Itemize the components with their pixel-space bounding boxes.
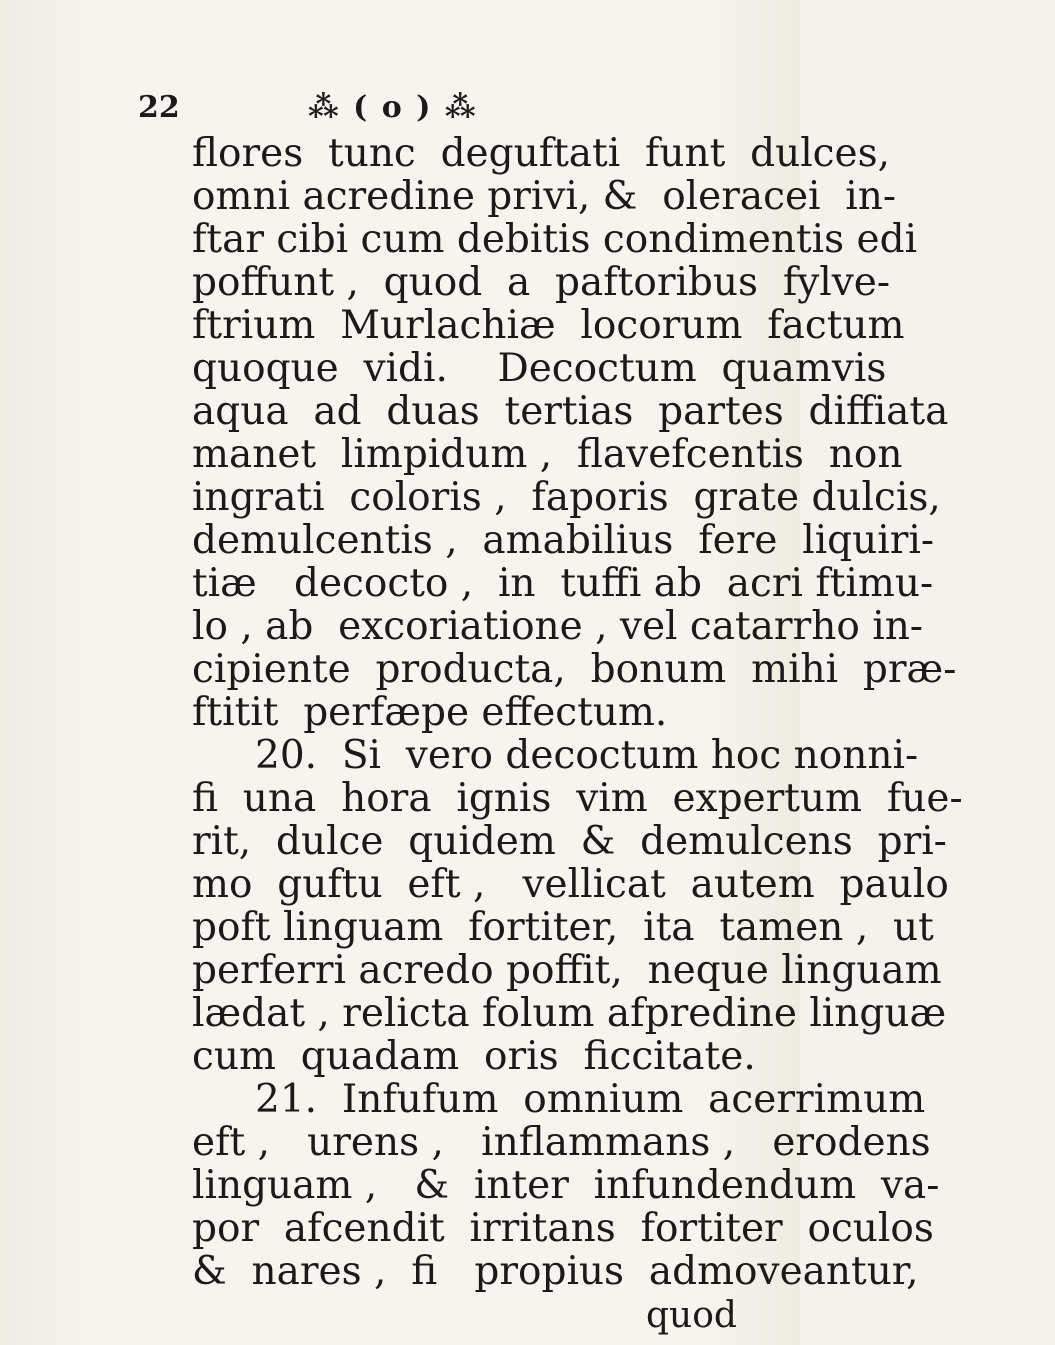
text-line: ftar cibi cum debitis condimentis edi bbox=[192, 217, 918, 262]
text-line: lo , ab excoriatione , vel catarrho in- bbox=[192, 604, 923, 649]
text-line: perferri acredo poffit, neque linguam bbox=[192, 948, 942, 993]
text-line: rit, dulce quidem & demulcens pri- bbox=[192, 819, 947, 864]
text-line: manet limpidum , flavefcentis non bbox=[192, 432, 903, 477]
text-line: fi una hora ignis vim expertum fue- bbox=[192, 776, 963, 821]
text-line: omni acredine privi, & oleracei in- bbox=[192, 174, 897, 219]
text-line: ftitit perfæpe effectum. bbox=[192, 690, 668, 735]
catchword: quod bbox=[646, 1295, 737, 1336]
header-ornament: ⁂ ( o ) ⁂ bbox=[308, 90, 478, 125]
text-line: & nares , fi propius admoveantur, bbox=[192, 1249, 919, 1294]
text-line: poft linguam fortiter, ita tamen , ut bbox=[192, 905, 934, 950]
text-line: flores tunc deguftati funt dulces, bbox=[192, 131, 891, 176]
text-line: aqua ad duas tertias partes diffiata bbox=[192, 389, 949, 434]
text-line: cipiente producta, bonum mihi præ- bbox=[192, 647, 957, 692]
text-line: poffunt , quod a paftoribus fylve- bbox=[192, 260, 891, 305]
text-line: tiæ decocto , in tuffi ab acri ftimu- bbox=[192, 561, 934, 606]
text-line: eft , urens , inflammans , erodens bbox=[192, 1120, 931, 1165]
paragraph-start-line: 20. Si vero decoctum hoc nonni- bbox=[255, 733, 919, 778]
text-line: cum quadam oris ficcitate. bbox=[192, 1034, 756, 1079]
text-line: ingrati coloris , faporis grate dulcis, bbox=[192, 475, 941, 520]
running-header bbox=[138, 88, 658, 128]
text-line: linguam , & inter infundendum va- bbox=[192, 1163, 940, 1208]
text-line: demulcentis , amabilius fere liquiri- bbox=[192, 518, 935, 563]
text-line: quoque vidi. Decoctum quamvis bbox=[192, 346, 887, 391]
page-number: 22 bbox=[138, 90, 180, 125]
text-line: ftrium Murlachiæ locorum factum bbox=[192, 303, 905, 348]
text-line: lædat , relicta folum afpredine linguæ bbox=[192, 991, 947, 1036]
text-line: mo guftu eft , vellicat autem paulo bbox=[192, 862, 949, 907]
paragraph-start-line: 21. Infufum omnium acerrimum bbox=[255, 1077, 926, 1122]
text-line: por afcendit irritans fortiter oculos bbox=[192, 1206, 934, 1251]
